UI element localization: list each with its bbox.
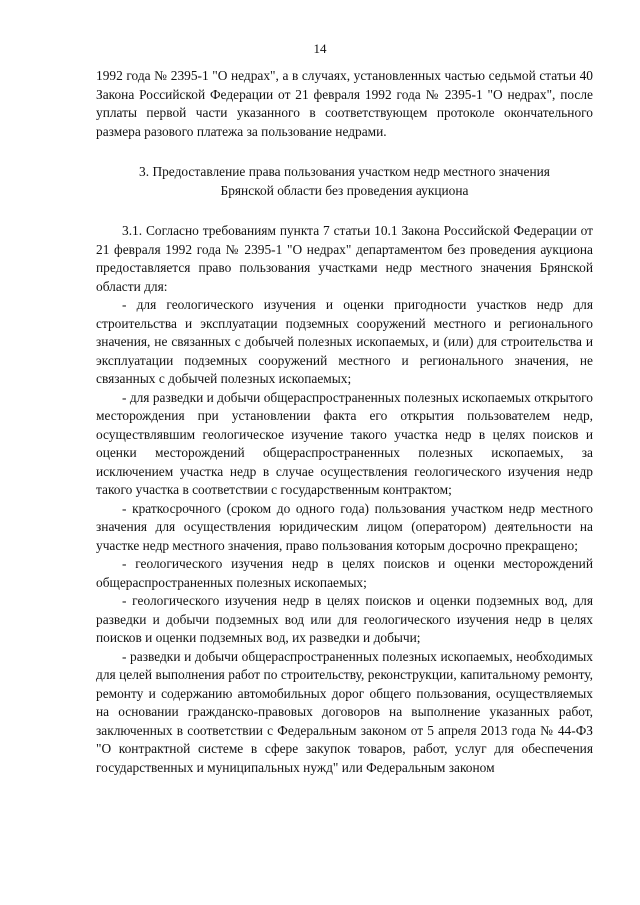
list-item-geological-study-minerals: - геологического изучения недр в целях поисков и оценки месторождений общераспространенных полезных ископаемых; [96,556,593,590]
section-heading [96,163,593,200]
list-item-groundwater: - геологического изучения недр в целях поисков и оценки подземных вод, для разведки и добычи подземных вод или для геологического изучения недр в целях поисков и оценки подземных вод, их разведки и добычи; [96,593,593,645]
list-item-road-construction: - разведки и добычи общераспространенных полезных ископаемых, необходимых для целей выполнения работ по строительству, реконструкции, капитальному ремонту, ремонту и содержанию автомобильных дорог общего пользования, осуществляемых на основании гражданско-правовых договоров на выполнение указанных работ, заключенных в соответствии с Федеральным законом от 5 апреля 2013 года № 44-ФЗ "О контрактной системе в сфере закупок товаров, работ, услуг для обеспечения государственных и муниципальных нужд" или Федеральным законом [96,648,593,775]
page-number: 14 [313,41,327,56]
intro-paragraph: 1992 года № 2395-1 "О недрах", а в случаях, установленных частью седьмой статьи 40 Закона Российской Федерации от 21 февраля 1992 года № 2395-1 "О недрах", после уплаты первой части указанного в соответствующем протоколе окончательного размера разового платежа за пользование недрами. [96,68,593,139]
list-item-exploration-open-deposit: - для разведки и добычи общераспространенных полезных ископаемых открытого месторождения при установлении факта его открытия пользователем недр, осуществлявшим геологическое изучение такого участка недр в целях поисков и оценки месторождений общераспространенных полезных ископаемых, за исключением участка недр в случае осуществления геологического изучения недр такого участка в соответствии с государственным контрактом; [96,389,593,497]
document-body [96,67,593,777]
section-heading-line-1: 3. Предоставление права пользования участком недр местного значения [139,164,550,179]
list-item-geological-study-structures: - для геологического изучения и оценки пригодности участков недр для строительства и эксплуатации подземных сооружений местного и регионального значения, не связанных с добычей полезных ископаемых, и (или) для строительства и эксплуатации подземных сооружений местного и регионального значения, не связанных с добычей полезных ископаемых; [96,297,593,386]
paragraph-3-1: 3.1. Согласно требованиям пункта 7 статьи 10.1 Закона Российской Федерации от 21 февраля 1992 года № 2395-1 "О недрах" департаментом без проведения аукциона предоставляется право пользования участками недр местного значения Брянской области для: [96,223,593,294]
section-heading-line-2: Брянской области без проведения аукциона [220,182,469,198]
list-item-short-term-use: - краткосрочного (сроком до одного года) пользования участком недр местного значения для осуществления юридическим лицом (оператором) деятельности на участке недр местного значения, право пользования которым досрочно прекращено; [96,500,593,553]
